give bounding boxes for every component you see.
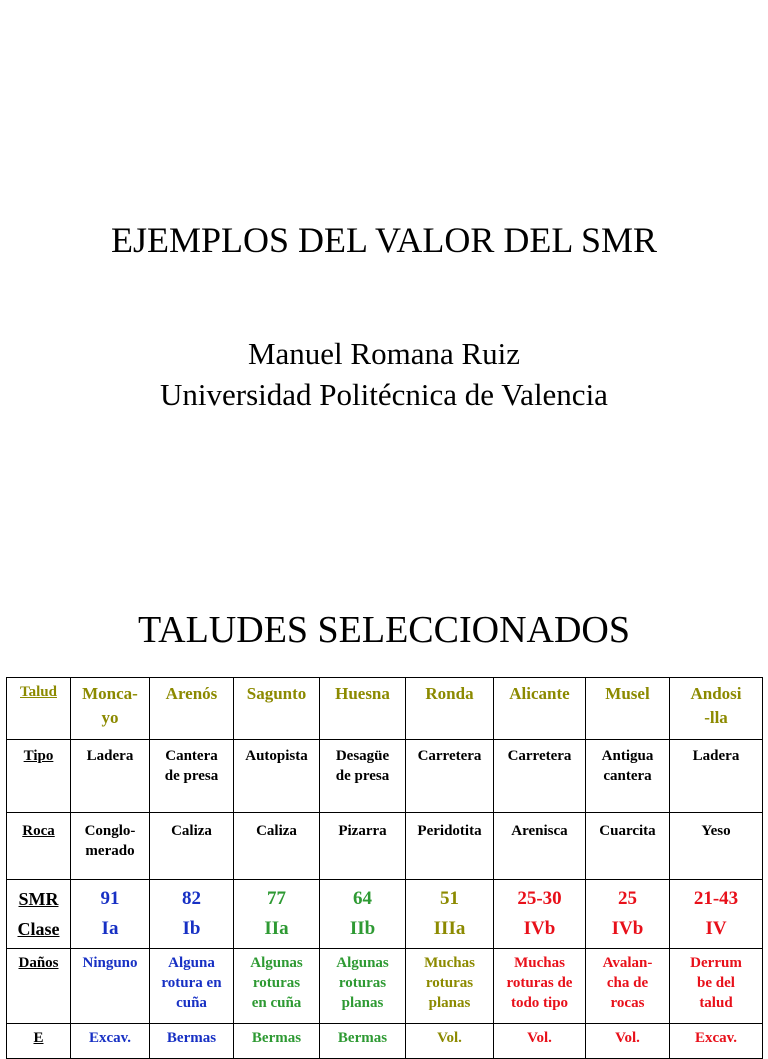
roca-cell-roca-line1: Peridotita	[417, 823, 482, 839]
extra-cell	[71, 1024, 150, 1059]
extra-cell	[670, 1024, 763, 1059]
roca-cell-roca-line1: Pizarra	[338, 823, 387, 839]
talud-cell-talud-line2: yo	[101, 708, 119, 727]
talud-cell	[670, 678, 763, 740]
smr-clase-cell-clase: Ib	[182, 918, 201, 939]
talud-cell-talud-line1: Andosi	[690, 684, 742, 703]
roca-cell-roca-line1: Caliza	[256, 823, 297, 839]
talud-cell-talud-line1: Ronda	[425, 684, 474, 703]
extra-cell	[150, 1024, 234, 1059]
smr-clase-cell-smr: 91	[100, 888, 120, 909]
section-subtitle: TALUDES SELECCIONADOS	[137, 609, 630, 651]
danos-cell	[71, 949, 150, 1024]
smr-clase-cell-clase: IIIa	[433, 918, 466, 939]
roca-cell-roca-line2: merado	[85, 843, 135, 859]
tipo-cell-tipo-line1: Carretera	[417, 748, 482, 764]
extra-cell	[320, 1024, 406, 1059]
row-talud	[7, 678, 763, 740]
talud-cell-talud-line1: Monca-	[82, 684, 138, 703]
tipo-cell-tipo-line1: Autopista	[245, 748, 308, 764]
roca-cell-roca-line1: Conglo-	[84, 823, 136, 839]
danos-cell	[586, 949, 670, 1024]
smr-clase-cell-clase: IVb	[523, 918, 556, 939]
smr-clase-cell-clase: IV	[705, 918, 727, 939]
extra-cell-extra: Bermas	[251, 1030, 302, 1046]
talud-cell-talud-line1: Sagunto	[246, 684, 307, 703]
row-label-tipo: Tipo	[7, 740, 71, 813]
tipo-cell	[586, 740, 670, 813]
talud-cell-talud-line1: Musel	[605, 684, 650, 703]
danos-cell-danos-line2: cha de	[606, 975, 649, 991]
row-label-smr: SMR	[18, 889, 59, 909]
extra-cell-extra: Bermas	[337, 1030, 388, 1046]
danos-cell	[670, 949, 763, 1024]
tipo-cell-tipo-line1: Desagüe	[335, 748, 390, 764]
tipo-cell-tipo-line2: cantera	[603, 768, 652, 784]
tipo-cell	[670, 740, 763, 813]
author-affiliation: Universidad Politécnica de Valencia	[160, 377, 608, 412]
danos-cell-danos-line2: be del	[697, 975, 735, 991]
danos-cell-danos-line1: Muchas	[514, 955, 565, 971]
smr-clase-cell	[406, 880, 494, 949]
author-block	[0, 333, 768, 415]
row-tipo	[7, 740, 763, 813]
danos-cell-danos-line2: roturas de	[506, 975, 573, 991]
talud-cell	[586, 678, 670, 740]
smr-clase-cell-smr: 64	[353, 888, 372, 909]
tipo-cell	[494, 740, 586, 813]
smr-clase-cell-clase: IIb	[349, 918, 376, 939]
roca-cell-roca-line1: Arenisca	[511, 823, 568, 839]
talud-cell-talud-line1: Huesna	[335, 684, 390, 703]
slide-title: EJEMPLOS DEL VALOR DEL SMR	[110, 220, 658, 260]
roca-cell-roca-line1: Caliza	[171, 823, 212, 839]
row-label-extra: E	[7, 1024, 71, 1059]
roca-cell	[234, 813, 320, 880]
tipo-cell-tipo-line1: Carretera	[507, 748, 572, 764]
smr-clase-cell-smr: 82	[182, 888, 201, 909]
roca-cell	[586, 813, 670, 880]
smr-clase-cell-clase: Ia	[101, 918, 119, 939]
extra-cell-extra: Bermas	[166, 1030, 217, 1046]
roca-cell	[71, 813, 150, 880]
danos-cell-danos-line3: talud	[699, 995, 733, 1011]
roca-cell	[406, 813, 494, 880]
talud-cell	[406, 678, 494, 740]
danos-cell-danos-line1: Ninguno	[82, 955, 138, 971]
author-name: Manuel Romana Ruiz	[247, 336, 521, 371]
row-label-clase: Clase	[17, 919, 60, 939]
roca-cell	[320, 813, 406, 880]
danos-cell-danos-line3: planas	[428, 995, 471, 1011]
extra-cell-extra: Vol.	[437, 1030, 462, 1046]
row-label-roca: Roca	[7, 813, 71, 880]
tipo-cell-tipo-line2: de presa	[335, 768, 390, 784]
extra-cell	[234, 1024, 320, 1059]
danos-cell-danos-line2: roturas	[338, 975, 387, 991]
smr-clase-cell	[234, 880, 320, 949]
roca-cell-roca-line1: Cuarcita	[599, 823, 656, 839]
smr-clase-cell-smr: 21-43	[693, 888, 739, 909]
tipo-cell-tipo-line1: Ladera	[692, 748, 740, 764]
danos-cell-danos-line1: Muchas	[424, 955, 475, 971]
danos-cell-danos-line1: Avalan-	[602, 955, 653, 971]
danos-cell-danos-line3: en cuña	[251, 995, 302, 1011]
tipo-cell	[150, 740, 234, 813]
roca-cell-roca-line1: Yeso	[701, 823, 731, 839]
extra-cell-extra: Excav.	[88, 1030, 132, 1046]
danos-cell-danos-line1: Alguna	[168, 955, 215, 971]
tipo-cell-tipo-line2: de presa	[164, 768, 219, 784]
extra-cell	[494, 1024, 586, 1059]
talud-cell-talud-line2: -lla	[704, 708, 728, 727]
danos-cell-danos-line1: Algunas	[336, 955, 389, 971]
smr-clase-cell	[494, 880, 586, 949]
row-label-smr-clase	[7, 880, 71, 949]
talud-cell	[494, 678, 586, 740]
danos-cell-danos-line2: rotura en	[161, 975, 222, 991]
smr-clase-cell	[586, 880, 670, 949]
danos-cell-danos-line3: planas	[341, 995, 384, 1011]
row-smr-clase	[7, 880, 763, 949]
danos-cell-danos-line1: Derrum	[690, 955, 742, 971]
slopes-table	[6, 677, 763, 1059]
row-extra	[7, 1024, 763, 1059]
tipo-cell-tipo-line1: Cantera	[165, 748, 218, 764]
smr-clase-cell-smr: 77	[267, 888, 286, 909]
extra-cell-extra: Vol.	[615, 1030, 640, 1046]
smr-clase-cell	[71, 880, 150, 949]
talud-cell	[234, 678, 320, 740]
danos-cell	[234, 949, 320, 1024]
danos-cell-danos-line3: rocas	[610, 995, 645, 1011]
smr-clase-cell	[150, 880, 234, 949]
smr-clase-cell-clase: IIa	[264, 918, 289, 939]
talud-cell	[320, 678, 406, 740]
extra-cell-extra: Vol.	[527, 1030, 552, 1046]
extra-cell	[586, 1024, 670, 1059]
smr-clase-cell	[320, 880, 406, 949]
danos-cell	[150, 949, 234, 1024]
danos-cell	[494, 949, 586, 1024]
smr-clase-cell-smr: 25	[618, 888, 637, 909]
talud-cell	[150, 678, 234, 740]
danos-cell-danos-line2: roturas	[425, 975, 474, 991]
talud-cell-talud-line1: Alicante	[509, 684, 570, 703]
row-label-talud: Talud	[7, 678, 71, 740]
row-danos	[7, 949, 763, 1024]
danos-cell-danos-line2: roturas	[252, 975, 301, 991]
row-label-danos: Daños	[7, 949, 71, 1024]
tipo-cell-tipo-line1: Antigua	[601, 748, 654, 764]
smr-clase-cell-smr: 51	[440, 888, 459, 909]
danos-cell	[406, 949, 494, 1024]
roca-cell	[670, 813, 763, 880]
smr-clase-cell-clase: IVb	[611, 918, 644, 939]
tipo-cell	[320, 740, 406, 813]
roca-cell	[494, 813, 586, 880]
danos-cell-danos-line3: cuña	[176, 995, 207, 1011]
tipo-cell-tipo-line1: Ladera	[86, 748, 134, 764]
extra-cell	[406, 1024, 494, 1059]
danos-cell-danos-line3: todo tipo	[510, 995, 569, 1011]
talud-cell	[71, 678, 150, 740]
danos-cell-danos-line1: Algunas	[250, 955, 303, 971]
smr-clase-cell	[670, 880, 763, 949]
smr-clase-cell-smr: 25-30	[517, 888, 562, 909]
tipo-cell	[234, 740, 320, 813]
talud-cell-talud-line1: Arenós	[165, 684, 218, 703]
tipo-cell	[71, 740, 150, 813]
danos-cell	[320, 949, 406, 1024]
roca-cell	[150, 813, 234, 880]
extra-cell-extra: Excav.	[694, 1030, 738, 1046]
tipo-cell	[406, 740, 494, 813]
row-roca	[7, 813, 763, 880]
